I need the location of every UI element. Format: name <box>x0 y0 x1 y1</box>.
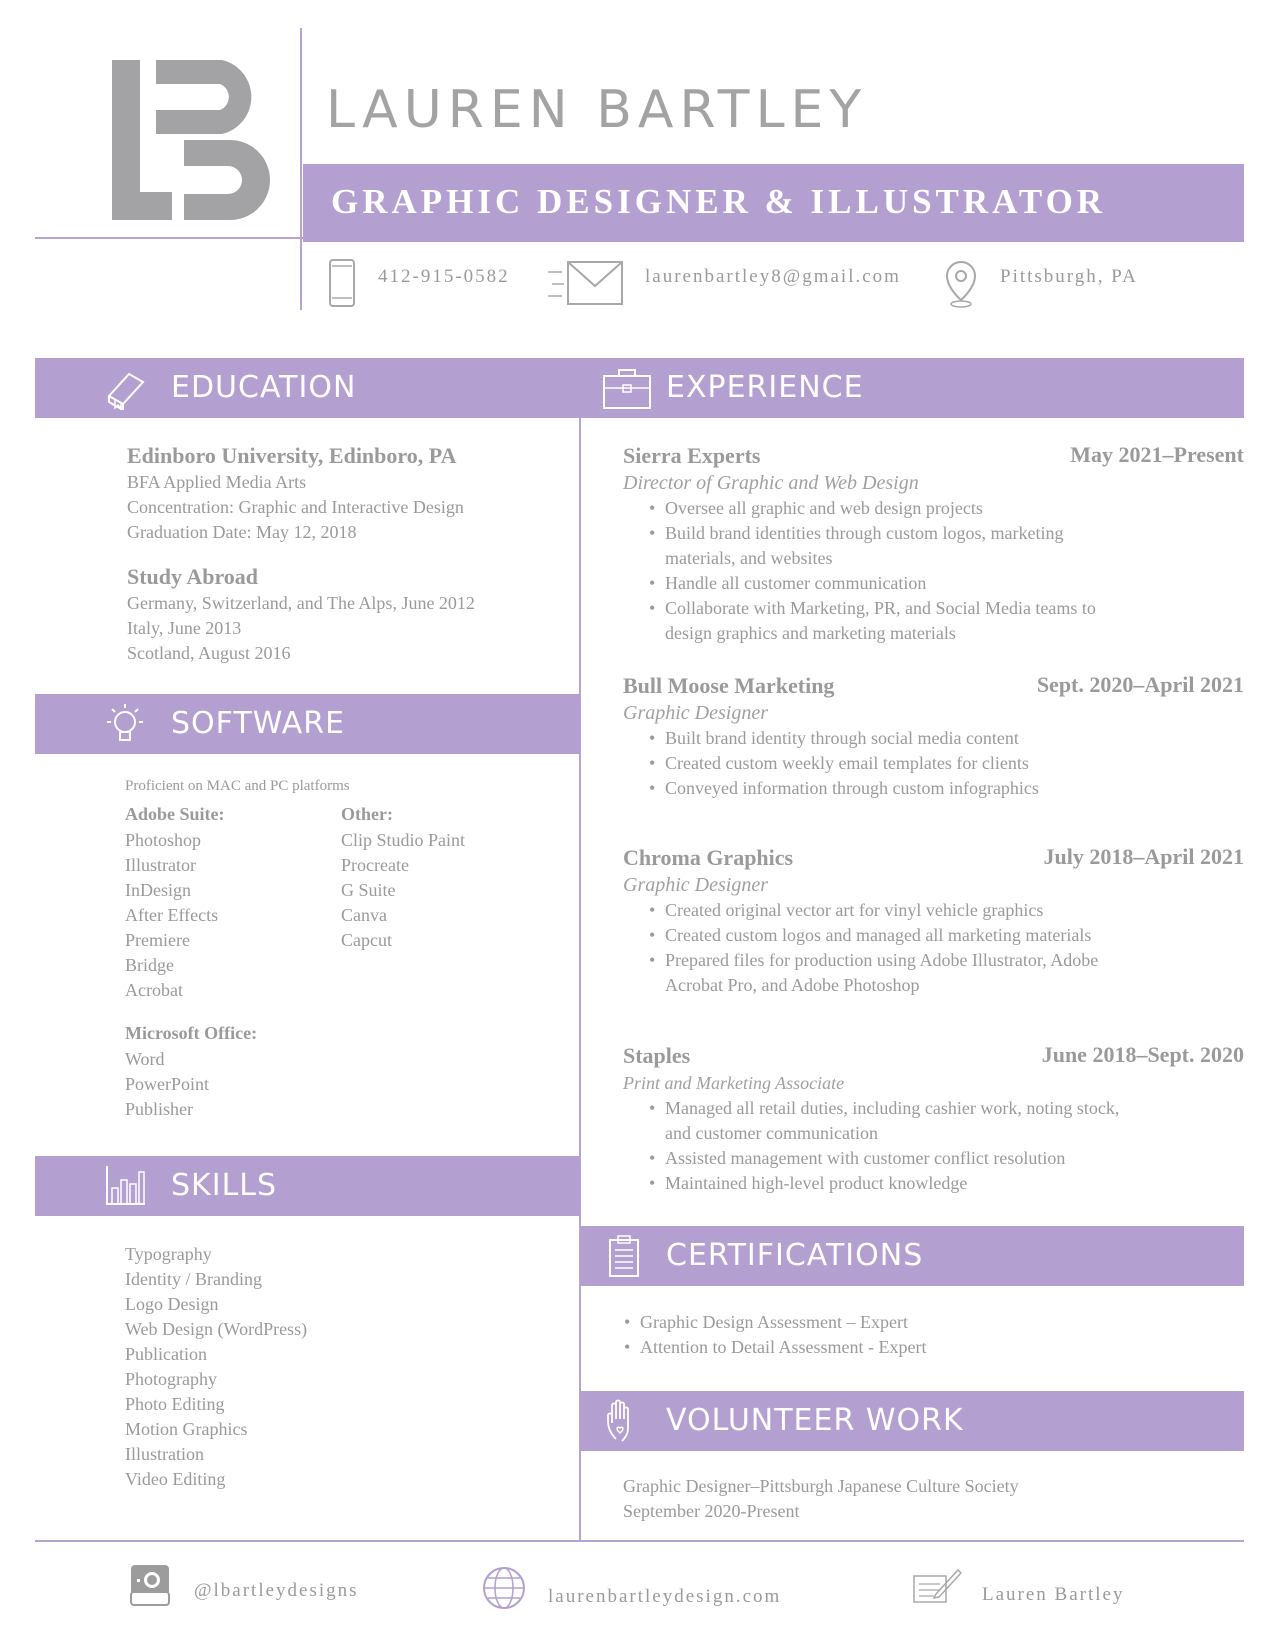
experience-header <box>580 358 1244 418</box>
platforms-note: Proficient on MAC and PC platforms <box>125 778 350 794</box>
software-item: Premiere <box>125 930 190 950</box>
contact-phone[interactable]: 412-915-0582 <box>378 266 510 287</box>
software-item: Bridge <box>125 955 174 975</box>
skill-item: Typography <box>125 1244 212 1264</box>
certifications-heading: CERTIFICATIONS <box>666 1238 924 1273</box>
other-software-list <box>341 800 465 953</box>
skills-header <box>35 1156 580 1216</box>
education-content <box>127 442 567 666</box>
job-bullet: • Prepared files for production using Adobe Illustrator, Adobe Acrobat Pro, and Adobe Photoshop <box>665 948 1155 998</box>
software-item: Capcut <box>341 930 392 950</box>
job-entry <box>623 1042 1244 1196</box>
software-item: Clip Studio Paint <box>341 830 466 850</box>
other-title: Other: <box>341 804 393 824</box>
job-bullet: • Created custom logos and managed all marketing materials <box>665 923 1155 948</box>
software-item: Procreate <box>341 855 409 875</box>
column-divider <box>579 418 581 1540</box>
name-heading: LAUREN BARTLEY <box>326 80 868 140</box>
instagram-icon <box>130 1564 170 1606</box>
degree-line: BFA Applied Media Arts <box>127 472 307 492</box>
job-title: GRAPHIC DESIGNER & ILLUSTRATOR <box>331 182 1107 221</box>
microsoft-office-title: Microsoft Office: <box>125 1023 258 1043</box>
title-banner <box>303 164 1244 242</box>
software-item: Illustrator <box>125 855 196 875</box>
education-header <box>35 358 580 418</box>
job-entry <box>623 672 1244 801</box>
software-heading: SOFTWARE <box>171 706 346 741</box>
hand-heart-icon <box>602 1399 646 1443</box>
header-divider-vertical <box>300 28 302 310</box>
job-bullet: • Created original vector art for vinyl vehicle graphics <box>665 898 1155 923</box>
software-item: Canva <box>341 905 387 925</box>
company-name: Bull Moose Marketing <box>623 673 835 698</box>
certifications-header <box>580 1226 1244 1286</box>
clipboard-icon <box>602 1234 646 1278</box>
education-heading: EDUCATION <box>171 370 357 405</box>
signature-pen-icon <box>912 1566 962 1606</box>
contact-email[interactable]: laurenbartley8@gmail.com <box>645 266 901 287</box>
signature-name: Lauren Bartley <box>982 1584 1125 1605</box>
software-item: Publisher <box>125 1099 194 1119</box>
job-bullet: • Conveyed information through custom infographics <box>665 776 1145 801</box>
job-dates: July 2018–April 2021 <box>1043 844 1244 869</box>
email-icon <box>548 260 624 306</box>
volunteer-dates: September 2020-Present <box>623 1501 800 1521</box>
footer-divider <box>35 1540 1244 1542</box>
skill-item: Logo Design <box>125 1294 219 1314</box>
graduation-line: Graduation Date: May 12, 2018 <box>127 522 357 542</box>
skill-item: Photography <box>125 1369 217 1389</box>
skill-item: Identity / Branding <box>125 1269 262 1289</box>
skill-item: Motion Graphics <box>125 1419 248 1439</box>
instagram-handle[interactable]: @lbartleydesigns <box>194 1580 359 1601</box>
company-name: Staples <box>623 1043 691 1068</box>
software-item: After Effects <box>125 905 219 925</box>
abroad-line: Scotland, August 2016 <box>127 643 291 663</box>
job-dates: May 2021–Present <box>1070 442 1244 467</box>
website-link[interactable]: laurenbartleydesign.com <box>548 1586 782 1607</box>
skill-item: Illustration <box>125 1444 204 1464</box>
skills-list <box>125 1242 307 1492</box>
job-bullet: • Maintained high-level product knowledge <box>665 1171 1135 1196</box>
software-header <box>35 694 580 754</box>
skill-item: Photo Editing <box>125 1394 225 1414</box>
lightbulb-icon <box>103 702 147 746</box>
job-bullet: • Oversee all graphic and web design projects <box>665 496 1135 521</box>
certification-item: • Graphic Design Assessment – Expert <box>640 1310 926 1335</box>
software-item: G Suite <box>341 880 396 900</box>
abroad-line: Germany, Switzerland, and The Alps, June 2012 <box>127 593 475 613</box>
job-bullet: • Created custom weekly email templates for clients <box>665 751 1145 776</box>
school-name: Edinboro University, Edinboro, PA <box>127 443 457 468</box>
volunteer-content <box>623 1474 1019 1524</box>
job-role: Director of Graphic and Web Design <box>623 472 919 494</box>
job-dates: Sept. 2020–April 2021 <box>1036 672 1244 697</box>
book-icon <box>103 366 147 410</box>
header-divider-horizontal <box>35 237 303 239</box>
study-abroad-title: Study Abroad <box>127 564 259 589</box>
job-entry <box>623 844 1244 998</box>
bar-chart-icon <box>103 1164 147 1208</box>
adobe-suite-title: Adobe Suite: <box>125 804 225 824</box>
phone-icon <box>328 258 356 308</box>
job-bullet: • Assisted management with customer conflict resolution <box>665 1146 1135 1171</box>
software-item: Photoshop <box>125 830 202 850</box>
job-entry <box>623 442 1244 646</box>
company-name: Chroma Graphics <box>623 845 794 870</box>
skill-item: Video Editing <box>125 1469 226 1489</box>
volunteer-header <box>580 1391 1244 1451</box>
contact-location: Pittsburgh, PA <box>1000 266 1138 287</box>
skills-heading: SKILLS <box>171 1168 278 1203</box>
abroad-line: Italy, June 2013 <box>127 618 242 638</box>
experience-heading: EXPERIENCE <box>666 370 864 405</box>
monogram-logo <box>112 60 284 220</box>
adobe-suite-list <box>125 800 257 1122</box>
certifications-list <box>598 1310 926 1360</box>
software-item: InDesign <box>125 880 191 900</box>
briefcase-icon <box>602 366 652 410</box>
concentration-line: Concentration: Graphic and Interactive Design <box>127 497 464 517</box>
software-item: Acrobat <box>125 980 183 1000</box>
software-item: Word <box>125 1049 165 1069</box>
job-bullet: • Collaborate with Marketing, PR, and Social Media teams to design graphics and marketing materials <box>665 596 1135 646</box>
volunteer-heading: VOLUNTEER WORK <box>666 1403 964 1438</box>
skill-item: Publication <box>125 1344 207 1364</box>
job-dates: June 2018–Sept. 2020 <box>1041 1042 1244 1067</box>
job-bullet: • Built brand identity through social media content <box>665 726 1145 751</box>
company-name: Sierra Experts <box>623 443 761 468</box>
job-role: Print and Marketing Associate <box>623 1073 845 1093</box>
certification-item: • Attention to Detail Assessment - Expert <box>640 1335 926 1360</box>
location-pin-icon <box>944 260 978 308</box>
job-role: Graphic Designer <box>623 702 768 724</box>
job-bullet: • Managed all retail duties, including cashier work, noting stock, and customer communication <box>665 1096 1135 1146</box>
volunteer-role: Graphic Designer–Pittsburgh Japanese Culture Society <box>623 1476 1019 1496</box>
job-bullet: • Build brand identities through custom logos, marketing materials, and websites <box>665 521 1135 571</box>
skill-item: Web Design (WordPress) <box>125 1319 308 1339</box>
globe-icon <box>482 1566 526 1610</box>
job-role: Graphic Designer <box>623 874 768 896</box>
software-item: PowerPoint <box>125 1074 210 1094</box>
job-bullet: • Handle all customer communication <box>665 571 1135 596</box>
